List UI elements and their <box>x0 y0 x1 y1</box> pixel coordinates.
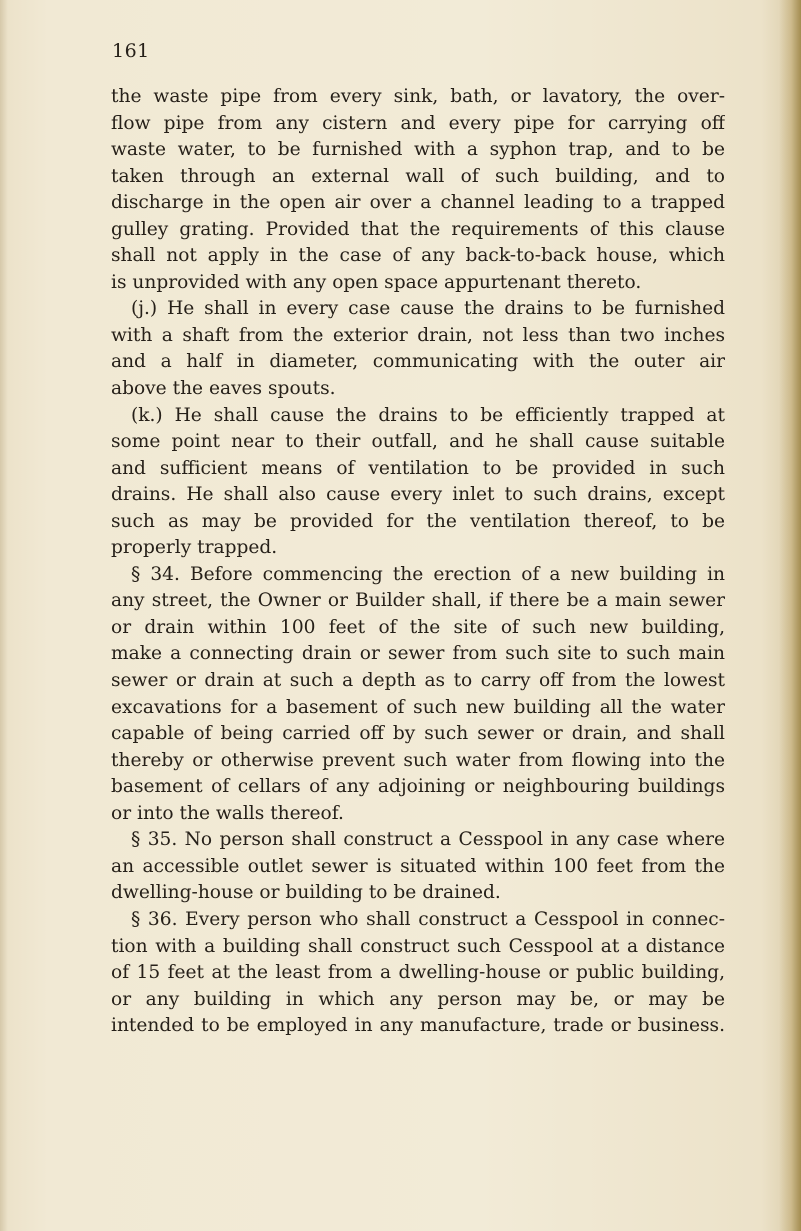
text-line: or into the walls thereof. <box>111 802 344 824</box>
text-line: drains. He shall also cause every inlet to such drains, except <box>111 484 725 506</box>
text-line: shall not apply in the case of any back-to-back house, which <box>111 245 725 267</box>
text-line: excavations for a basement of such new building all the water <box>111 696 725 718</box>
text-line: dwelling-house or building to be drained. <box>111 882 501 904</box>
text-line: or any building in which any person may be, or may be <box>111 988 725 1010</box>
text-line: make a connecting drain or sewer from such site to such main <box>111 643 725 665</box>
text-line: § 34. Before commencing the erection of a new building in <box>131 563 725 585</box>
text-line: and sufficient means of ventilation to be provided in such <box>111 457 725 479</box>
text-line: basement of cellars of any adjoining or neighbouring buildings <box>111 776 725 798</box>
text-line: an accessible outlet sewer is situated within 100 feet from the <box>111 855 725 877</box>
text-line: waste water, to be furnished with a syphon trap, and to be <box>111 139 725 161</box>
page-gutter-shadow <box>779 0 801 1231</box>
page-number: 161 <box>112 40 150 62</box>
text-line: gulley grating. Provided that the requirements of this clause <box>111 218 725 240</box>
text-line: some point near to their outfall, and he shall cause suitable <box>111 431 725 453</box>
text-line: and a half in diameter, communicating with the outer air <box>111 351 725 373</box>
page-left-margin <box>0 0 8 1231</box>
text-line: the waste pipe from every sink, bath, or lavatory, the over- <box>111 86 725 107</box>
text-line: of 15 feet at the least from a dwelling-house or public building, <box>111 962 725 984</box>
text-line: tion with a building shall construct such Cesspool at a distance <box>111 935 725 957</box>
text-line: any street, the Owner or Builder shall, if there be a main sewer <box>111 590 725 612</box>
text-line: thereby or otherwise prevent such water from flowing into the <box>111 749 725 771</box>
text-line: discharge in the open air over a channel leading to a trapped <box>111 192 725 214</box>
text-line: is unprovided with any open space appurtenant thereto. <box>111 271 642 293</box>
text-line: (k.) He shall cause the drains to be efficiently trapped at <box>131 404 725 426</box>
text-line: intended to be employed in any manufacture, trade or business. <box>111 1015 725 1037</box>
text-line: taken through an external wall of such building, and to <box>111 165 725 187</box>
text-line: sewer or drain at such a depth as to carry off from the lowest <box>111 670 725 692</box>
text-line: flow pipe from any cistern and every pipe for carrying off <box>111 112 725 134</box>
text-line: above the eaves spouts. <box>111 378 336 400</box>
text-line: § 35. No person shall construct a Cesspool in any case where <box>131 829 725 851</box>
text-line: or drain within 100 feet of the site of such new building, <box>111 616 725 638</box>
text-line: with a shaft from the exterior drain, not less than two inches <box>111 324 725 346</box>
body-text <box>111 84 725 1040</box>
text-line: (j.) He shall in every case cause the drains to be furnished <box>131 298 725 320</box>
text-line: capable of being carried off by such sewer or drain, and shall <box>111 723 725 745</box>
text-line: properly trapped. <box>111 537 278 559</box>
text-line: § 36. Every person who shall construct a Cesspool in connec- <box>131 908 725 930</box>
text-line: such as may be provided for the ventilation thereof, to be <box>111 510 725 532</box>
